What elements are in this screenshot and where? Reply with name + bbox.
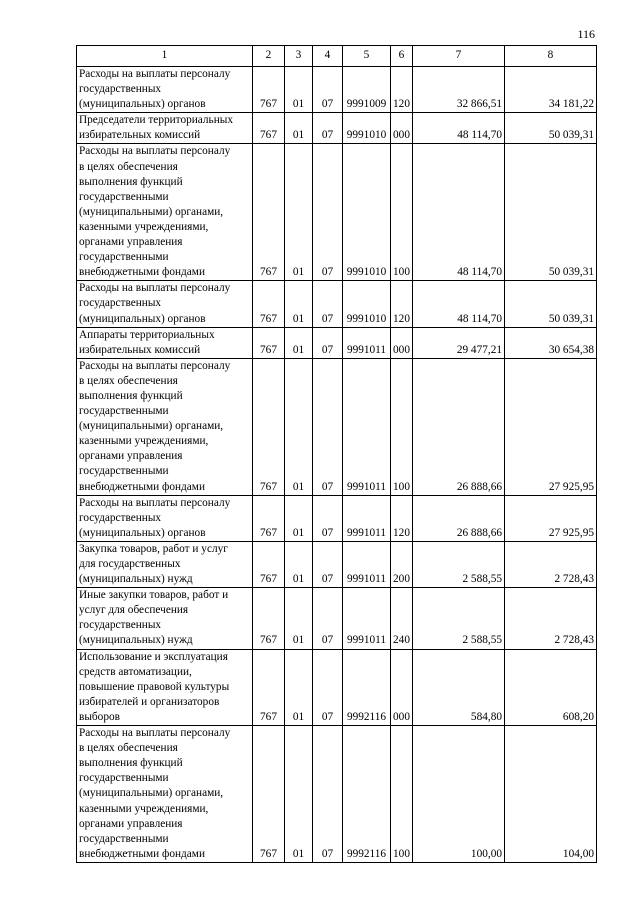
- column-header: 6: [391, 46, 413, 67]
- table-row: [77, 144, 597, 281]
- expense-name-line: государственными: [79, 251, 169, 264]
- table-body: [77, 67, 597, 863]
- section-code-cell: 01: [285, 327, 313, 358]
- table-row: [77, 588, 597, 649]
- expense-name-line: внебюджетными фондами: [79, 266, 205, 279]
- expense-name-line: государственными: [79, 832, 169, 845]
- expense-name-line: Расходы на выплаты персоналу: [79, 359, 231, 372]
- subsection-code-cell: 07: [313, 541, 343, 587]
- grbs-code-cell: 767: [253, 358, 285, 495]
- expense-name-line: государственных: [79, 511, 162, 524]
- grbs-code-cell: 767: [253, 281, 285, 327]
- target-article-cell: 9991011: [343, 541, 391, 587]
- expense-name-line: (муниципальных) нужд: [79, 634, 193, 647]
- expense-name-line: (муниципальных) нужд: [79, 573, 193, 586]
- table-row: [77, 113, 597, 144]
- grbs-code-cell: 767: [253, 726, 285, 863]
- expense-name-line: избирательных комиссий: [79, 129, 201, 142]
- expense-name-line: (муниципальными) органами,: [79, 787, 224, 800]
- expense-name-line: избирателей и организаторов: [79, 695, 220, 708]
- table-row: [77, 281, 597, 327]
- page-number: 116: [577, 27, 595, 41]
- expense-type-cell: 000: [391, 113, 413, 144]
- section-code-cell: 01: [285, 358, 313, 495]
- amount-year2-cell: 104,00: [505, 726, 597, 863]
- amount-year1-cell: 26 888,66: [413, 495, 505, 541]
- expense-name-line: внебюджетными фондами: [79, 480, 205, 493]
- expense-type-cell: 240: [391, 588, 413, 649]
- table-row: [77, 726, 597, 863]
- expense-name-line: государственных: [79, 297, 162, 310]
- expense-name-line: Расходы на выплаты персоналу: [79, 727, 231, 740]
- target-article-cell: 9991009: [343, 67, 391, 113]
- expense-name-line: Председатели территориальных: [79, 114, 233, 127]
- subsection-code-cell: 07: [313, 67, 343, 113]
- subsection-code-cell: 07: [313, 327, 343, 358]
- expense-name-line: Иные закупки товаров, работ и: [79, 589, 229, 602]
- table-row: [77, 541, 597, 587]
- target-article-cell: 9991010: [343, 144, 391, 281]
- target-article-cell: 9991011: [343, 358, 391, 495]
- amount-year2-cell: 27 925,95: [505, 495, 597, 541]
- amount-year1-cell: 48 114,70: [413, 281, 505, 327]
- expense-type-cell: 100: [391, 144, 413, 281]
- column-header: 7: [413, 46, 505, 67]
- expense-name-line: выполнения функций: [79, 175, 183, 188]
- expense-name-line: государственными: [79, 465, 169, 478]
- amount-year1-cell: 29 477,21: [413, 327, 505, 358]
- amount-year2-cell: 34 181,22: [505, 67, 597, 113]
- column-header: 4: [313, 46, 343, 67]
- subsection-code-cell: 07: [313, 726, 343, 863]
- expense-type-cell: 000: [391, 327, 413, 358]
- expense-name-line: Расходы на выплаты персоналу: [79, 496, 231, 509]
- expense-name-line: избирательных комиссий: [79, 343, 201, 356]
- section-code-cell: 01: [285, 144, 313, 281]
- target-article-cell: 9991010: [343, 281, 391, 327]
- target-article-cell: 9992116: [343, 649, 391, 725]
- expense-name-line: органами управления: [79, 817, 183, 830]
- column-header: 8: [505, 46, 597, 67]
- amount-year2-cell: 30 654,38: [505, 327, 597, 358]
- expense-name-line: (муниципальными) органами,: [79, 205, 224, 218]
- section-code-cell: 01: [285, 649, 313, 725]
- expense-name-cell: [77, 144, 253, 281]
- subsection-code-cell: 07: [313, 649, 343, 725]
- target-article-cell: 9991010: [343, 113, 391, 144]
- target-article-cell: 9991011: [343, 588, 391, 649]
- expense-name-line: в целях обеспечения: [79, 160, 178, 173]
- expense-name-line: Закупка товаров, работ и услуг: [79, 542, 228, 555]
- section-code-cell: 01: [285, 281, 313, 327]
- expense-type-cell: 100: [391, 358, 413, 495]
- expense-name-cell: [77, 649, 253, 725]
- amount-year1-cell: 100,00: [413, 726, 505, 863]
- expense-name-line: казенными учреждениями,: [79, 435, 209, 448]
- subsection-code-cell: 07: [313, 281, 343, 327]
- expense-name-line: Аппараты территориальных: [79, 328, 215, 341]
- expense-name-cell: [77, 358, 253, 495]
- table-row: [77, 358, 597, 495]
- grbs-code-cell: 767: [253, 144, 285, 281]
- expense-name-line: средств автоматизации,: [79, 665, 192, 678]
- expense-name-cell: [77, 113, 253, 144]
- expense-name-line: повышение правовой культуры: [79, 680, 230, 693]
- expense-name-line: государственных: [79, 83, 162, 96]
- grbs-code-cell: 767: [253, 495, 285, 541]
- subsection-code-cell: 07: [313, 144, 343, 281]
- amount-year1-cell: 584,80: [413, 649, 505, 725]
- expense-type-cell: 000: [391, 649, 413, 725]
- grbs-code-cell: 767: [253, 327, 285, 358]
- expense-type-cell: 120: [391, 67, 413, 113]
- expense-name-cell: [77, 495, 253, 541]
- expense-name-line: Расходы на выплаты персоналу: [79, 282, 231, 295]
- expense-name-line: Расходы на выплаты персоналу: [79, 68, 231, 80]
- budget-table: [76, 45, 597, 863]
- section-code-cell: 01: [285, 495, 313, 541]
- expense-name-line: Использование и эксплуатация: [79, 650, 228, 663]
- expense-type-cell: 100: [391, 726, 413, 863]
- amount-year2-cell: 2 728,43: [505, 541, 597, 587]
- amount-year2-cell: 2 728,43: [505, 588, 597, 649]
- grbs-code-cell: 767: [253, 649, 285, 725]
- expense-name-line: государственными: [79, 190, 169, 203]
- expense-name-line: выборов: [79, 710, 120, 723]
- subsection-code-cell: 07: [313, 113, 343, 144]
- expense-type-cell: 120: [391, 281, 413, 327]
- subsection-code-cell: 07: [313, 588, 343, 649]
- expense-name-cell: [77, 67, 253, 113]
- expense-name-line: (муниципальных) органов: [79, 312, 206, 325]
- table-row: [77, 327, 597, 358]
- target-article-cell: 9991011: [343, 327, 391, 358]
- amount-year1-cell: 48 114,70: [413, 144, 505, 281]
- expense-name-line: органами управления: [79, 236, 183, 249]
- expense-name-cell: [77, 327, 253, 358]
- expense-name-line: (муниципальных) органов: [79, 526, 206, 539]
- column-header: 2: [253, 46, 285, 67]
- expense-type-cell: 120: [391, 495, 413, 541]
- amount-year2-cell: 27 925,95: [505, 358, 597, 495]
- expense-name-line: выполнения функций: [79, 757, 183, 770]
- column-header: 3: [285, 46, 313, 67]
- table-row: [77, 649, 597, 725]
- expense-name-cell: [77, 541, 253, 587]
- expense-name-line: (муниципальных) органов: [79, 98, 206, 111]
- expense-type-cell: 200: [391, 541, 413, 587]
- grbs-code-cell: 767: [253, 588, 285, 649]
- expense-name-line: государственных: [79, 619, 162, 632]
- grbs-code-cell: 767: [253, 113, 285, 144]
- expense-name-line: органами управления: [79, 450, 183, 463]
- amount-year2-cell: 50 039,31: [505, 281, 597, 327]
- amount-year2-cell: 50 039,31: [505, 113, 597, 144]
- amount-year1-cell: 2 588,55: [413, 588, 505, 649]
- header-row: [77, 46, 597, 67]
- target-article-cell: 9991011: [343, 495, 391, 541]
- target-article-cell: 9992116: [343, 726, 391, 863]
- expense-name-line: государственными: [79, 772, 169, 785]
- expense-name-line: (муниципальными) органами,: [79, 420, 224, 433]
- subsection-code-cell: 07: [313, 358, 343, 495]
- column-header: 5: [343, 46, 391, 67]
- expense-name-line: выполнения функций: [79, 389, 183, 402]
- grbs-code-cell: 767: [253, 541, 285, 587]
- expense-name-line: для государственных: [79, 558, 181, 570]
- amount-year1-cell: 26 888,66: [413, 358, 505, 495]
- table-row: [77, 67, 597, 113]
- section-code-cell: 01: [285, 726, 313, 863]
- amount-year1-cell: 2 588,55: [413, 541, 505, 587]
- amount-year1-cell: 48 114,70: [413, 113, 505, 144]
- expense-name-cell: [77, 588, 253, 649]
- amount-year1-cell: 32 866,51: [413, 67, 505, 113]
- expense-name-cell: [77, 281, 253, 327]
- expense-name-line: внебюджетными фондами: [79, 847, 205, 860]
- section-code-cell: 01: [285, 541, 313, 587]
- expense-name-line: в целях обеспечения: [79, 742, 178, 755]
- subsection-code-cell: 07: [313, 495, 343, 541]
- expense-name-cell: [77, 726, 253, 863]
- expense-name-line: Расходы на выплаты персоналу: [79, 145, 231, 158]
- expense-name-line: казенными учреждениями,: [79, 802, 209, 815]
- section-code-cell: 01: [285, 588, 313, 649]
- section-code-cell: 01: [285, 113, 313, 144]
- table-row: [77, 495, 597, 541]
- amount-year2-cell: 50 039,31: [505, 144, 597, 281]
- column-header: 1: [77, 46, 253, 67]
- expense-name-line: казенными учреждениями,: [79, 220, 209, 233]
- expense-name-line: государственными: [79, 405, 169, 418]
- grbs-code-cell: 767: [253, 67, 285, 113]
- amount-year2-cell: 608,20: [505, 649, 597, 725]
- expense-name-line: услуг для обеспечения: [79, 604, 189, 617]
- section-code-cell: 01: [285, 67, 313, 113]
- expense-name-line: в целях обеспечения: [79, 374, 178, 387]
